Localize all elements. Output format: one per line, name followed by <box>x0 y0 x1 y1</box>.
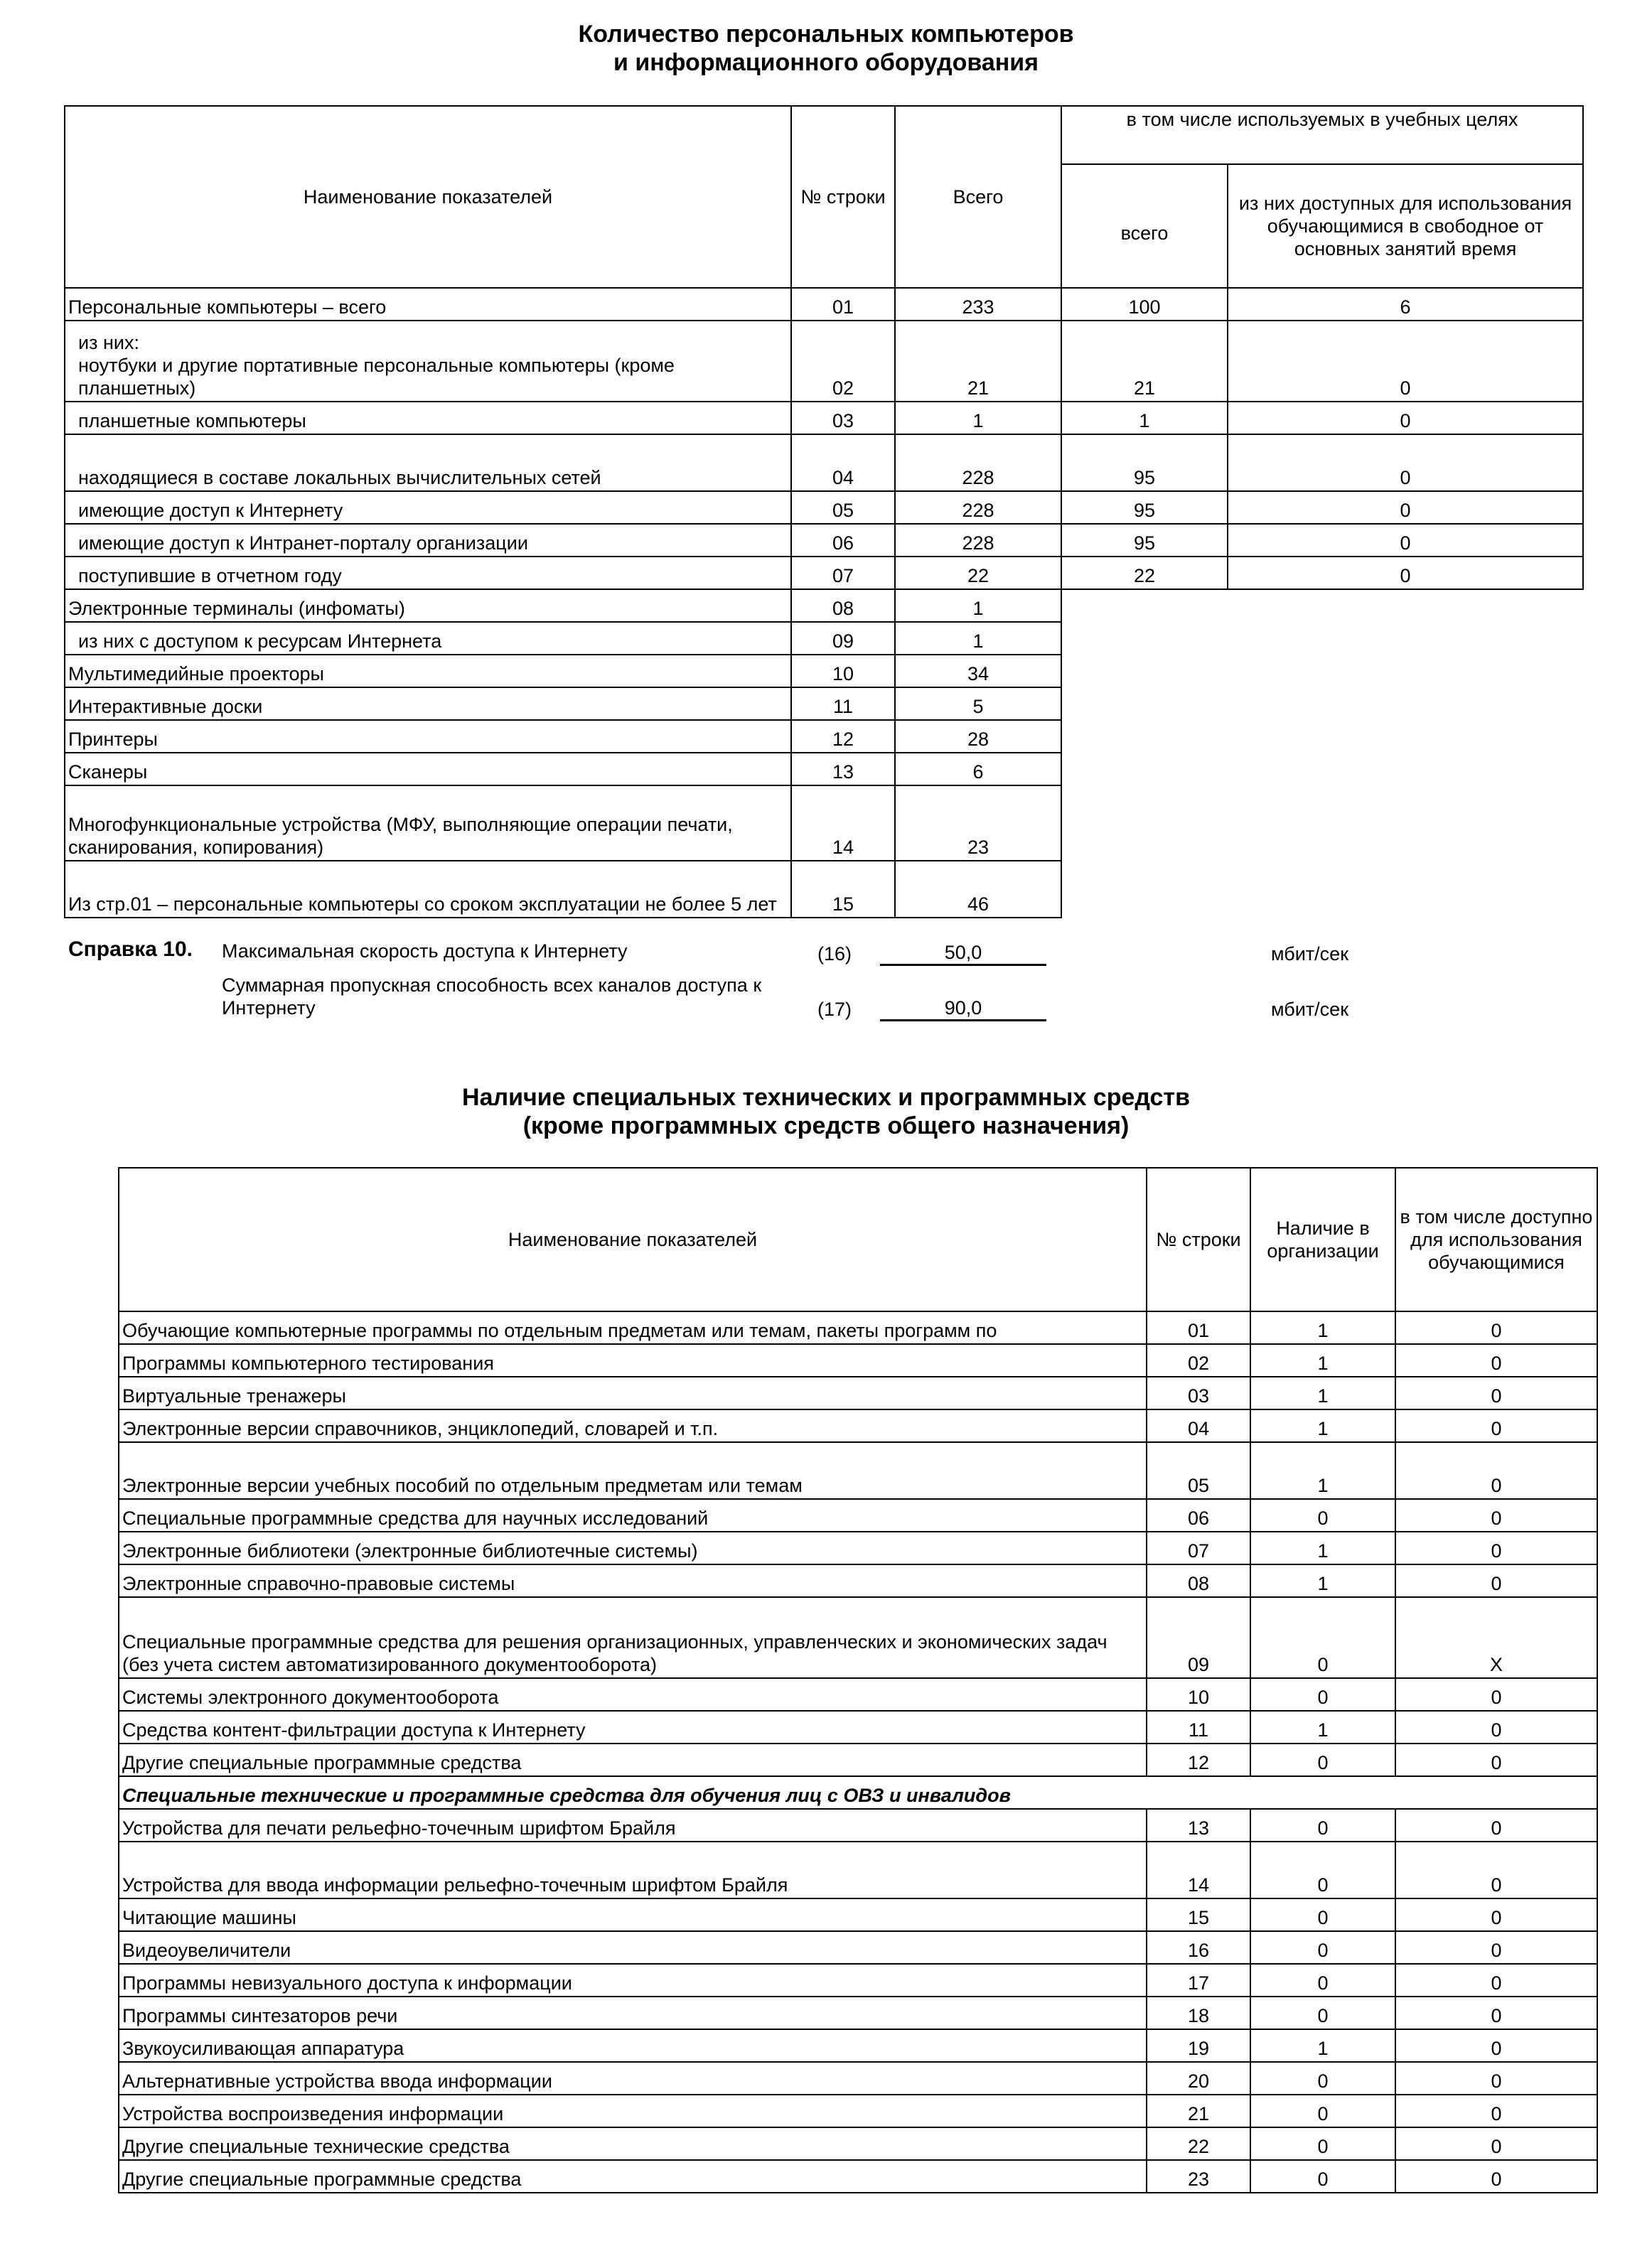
row-edu-total: 100 <box>1061 288 1228 321</box>
table-row <box>119 2029 1597 2062</box>
row-name: имеющие доступ к Интернету <box>65 491 791 524</box>
table-row <box>119 1344 1597 1377</box>
row-has: 0 <box>1250 1842 1395 1898</box>
row-total: 34 <box>895 655 1061 687</box>
row-name: находящиеся в составе локальных вычислительных сетей <box>65 434 791 491</box>
row-avail: 0 <box>1395 1711 1597 1744</box>
row-has: 0 <box>1250 1997 1395 2029</box>
software-table <box>118 1167 1598 2193</box>
row-total: 46 <box>895 861 1061 918</box>
row-number: 21 <box>1147 2095 1250 2127</box>
row-has: 0 <box>1250 1678 1395 1711</box>
note10-line1-text: Максимальная скорость доступа к Интернету <box>222 940 628 962</box>
row-name: Системы электронного документооборота <box>119 1678 1147 1711</box>
row-edu-free: 0 <box>1228 524 1583 557</box>
row-avail: 0 <box>1395 1842 1597 1898</box>
note10-line2-unit: мбит/сек <box>1271 999 1349 1020</box>
table-row <box>119 2062 1597 2095</box>
row-empty-cell <box>1228 720 1583 753</box>
table-row <box>65 655 1583 687</box>
row-number: 01 <box>791 288 895 321</box>
row-number: 06 <box>1147 1499 1250 1532</box>
row-edu-free: 6 <box>1228 288 1583 321</box>
row-edu-free: 0 <box>1228 557 1583 589</box>
row-total: 228 <box>895 434 1061 491</box>
row-name: Другие специальные программные средства <box>119 2160 1147 2193</box>
row-avail: 0 <box>1395 2095 1597 2127</box>
row-empty-cell <box>1228 687 1583 720</box>
section2-title-line1: Наличие специальных технических и программных средств <box>462 1084 1190 1111</box>
row-name: Звукоусиливающая аппаратура <box>119 2029 1147 2062</box>
row-number: 02 <box>791 321 895 402</box>
table-row <box>65 753 1583 785</box>
table-row <box>65 491 1583 524</box>
row-number: 13 <box>791 753 895 785</box>
subsection-title: Специальные технические и программные средства для обучения лиц с ОВЗ и инвалидов <box>119 1776 1597 1809</box>
table-row <box>65 557 1583 589</box>
row-number: 07 <box>1147 1532 1250 1564</box>
row-total: 22 <box>895 557 1061 589</box>
table-row <box>65 622 1583 655</box>
row-name: Читающие машины <box>119 1898 1147 1931</box>
row-edu-free: 0 <box>1228 434 1583 491</box>
row-number: 23 <box>1147 2160 1250 2193</box>
row-number: 18 <box>1147 1997 1250 2029</box>
row-has: 1 <box>1250 2029 1395 2062</box>
row-avail: 0 <box>1395 1997 1597 2029</box>
row-number: 14 <box>791 785 895 861</box>
row-name: Другие специальные технические средства <box>119 2127 1147 2160</box>
row-name: Программы синтезаторов речи <box>119 1997 1147 2029</box>
table-row <box>65 785 1583 861</box>
note10-line2-code: (17) <box>817 999 852 1020</box>
row-name: Видеоувеличители <box>119 1931 1147 1964</box>
row-name: из них: ноутбуки и другие портативные персональные компьютеры (кроме планшетных) <box>65 321 791 402</box>
table-row <box>119 1931 1597 1964</box>
row-has: 1 <box>1250 1377 1395 1409</box>
row-number: 08 <box>1147 1564 1250 1597</box>
row-name: Интерактивные доски <box>65 687 791 720</box>
row-total: 1 <box>895 402 1061 434</box>
table-row <box>119 1964 1597 1997</box>
row-total: 1 <box>895 589 1061 622</box>
row-has: 0 <box>1250 1499 1395 1532</box>
table-row <box>119 1678 1597 1711</box>
table-row <box>65 434 1583 491</box>
row-avail: 0 <box>1395 2160 1597 2193</box>
row-has: 1 <box>1250 1564 1395 1597</box>
table-row <box>65 321 1583 402</box>
row-name: поступившие в отчетном году <box>65 557 791 589</box>
row-has: 1 <box>1250 1532 1395 1564</box>
row-total: 5 <box>895 687 1061 720</box>
row-total: 23 <box>895 785 1061 861</box>
row-number: 08 <box>791 589 895 622</box>
table-row <box>119 1898 1597 1931</box>
note10-line1-value: 50,0 <box>880 941 1046 966</box>
row-empty-cell <box>1228 655 1583 687</box>
header-total: Всего <box>895 106 1061 288</box>
header2-has: Наличие в организации <box>1250 1168 1395 1311</box>
table-row <box>119 2160 1597 2193</box>
row-number: 20 <box>1147 2062 1250 2095</box>
row-empty-cell <box>1061 753 1228 785</box>
row-name: Электронные версии справочников, энциклопедий, словарей и т.п. <box>119 1409 1147 1442</box>
table-row <box>119 1997 1597 2029</box>
row-has: 0 <box>1250 2062 1395 2095</box>
row-number: 15 <box>791 861 895 918</box>
row-name: Многофункциональные устройства (МФУ, выполняющие операции печати, сканирования, копирования) <box>65 785 791 861</box>
row-name: Электронные терминалы (инфоматы) <box>65 589 791 622</box>
row-number: 07 <box>791 557 895 589</box>
row-avail: 0 <box>1395 1499 1597 1532</box>
row-edu-total: 95 <box>1061 434 1228 491</box>
row-name: имеющие доступ к Интранет-порталу организации <box>65 524 791 557</box>
row-empty-cell <box>1061 589 1228 622</box>
note10-line2-value: 90,0 <box>880 996 1046 1021</box>
section1-title <box>0 20 1652 77</box>
row-number: 06 <box>791 524 895 557</box>
row-has: 0 <box>1250 1898 1395 1931</box>
row-edu-total: 95 <box>1061 524 1228 557</box>
row-number: 12 <box>791 720 895 753</box>
section2-title-line2: (кроме программных средств общего назначения) <box>522 1112 1130 1139</box>
row-avail: 0 <box>1395 1409 1597 1442</box>
section1-title-line2: и информационного оборудования <box>613 49 1039 76</box>
row-empty-cell <box>1228 861 1583 918</box>
row-empty-cell <box>1228 785 1583 861</box>
header-edu-group: в том числе используемых в учебных целях <box>1061 106 1583 164</box>
row-has: 0 <box>1250 1964 1395 1997</box>
row-name: Из стр.01 – персональные компьютеры со сроком эксплуатации не более 5 лет <box>65 861 791 918</box>
row-name: Мультимедийные проекторы <box>65 655 791 687</box>
header2-avail: в том числе доступно для использования обучающимися <box>1395 1168 1597 1311</box>
row-number: 09 <box>791 622 895 655</box>
row-name: Виртуальные тренажеры <box>119 1377 1147 1409</box>
row-number: 13 <box>1147 1809 1250 1842</box>
row-number: 14 <box>1147 1842 1250 1898</box>
row-empty-cell <box>1061 622 1228 655</box>
row-number: 12 <box>1147 1744 1250 1776</box>
note10-label: Справка 10. <box>68 938 193 961</box>
row-avail: 0 <box>1395 1898 1597 1931</box>
note10-line1-unit: мбит/сек <box>1271 943 1349 965</box>
row-avail: 0 <box>1395 1377 1597 1409</box>
header-rownum: № строки <box>791 106 895 288</box>
table-row <box>65 524 1583 557</box>
row-total: 228 <box>895 524 1061 557</box>
table-row <box>119 1499 1597 1532</box>
row-empty-cell <box>1061 655 1228 687</box>
row-empty-cell <box>1061 861 1228 918</box>
header-edu-free: из них доступных для использования обучающимися в свободное от основных занятий время <box>1228 164 1583 288</box>
row-name: Специальные программные средства для решения организационных, управленческих и экономических задач (без учета систем автоматизированного документооборота) <box>119 1597 1147 1678</box>
row-total: 6 <box>895 753 1061 785</box>
row-avail: 0 <box>1395 1964 1597 1997</box>
row-edu-free: 0 <box>1228 402 1583 434</box>
row-has: 0 <box>1250 1597 1395 1678</box>
table-row <box>119 1809 1597 1842</box>
row-name: Обучающие компьютерные программы по отдельным предметам или темам, пакеты программ по <box>119 1311 1147 1344</box>
row-name: Устройства для ввода информации рельефно-точечным шрифтом Брайля <box>119 1842 1147 1898</box>
row-total: 28 <box>895 720 1061 753</box>
table-row <box>119 1564 1597 1597</box>
row-avail: 0 <box>1395 1344 1597 1377</box>
row-name: планшетные компьютеры <box>65 402 791 434</box>
row-has: 1 <box>1250 1442 1395 1499</box>
row-empty-cell <box>1061 720 1228 753</box>
row-empty-cell <box>1228 589 1583 622</box>
row-name: Электронные версии учебных пособий по отдельным предметам или темам <box>119 1442 1147 1499</box>
row-edu-free: 0 <box>1228 321 1583 402</box>
row-name: Средства контент-фильтрации доступа к Интернету <box>119 1711 1147 1744</box>
row-name: Принтеры <box>65 720 791 753</box>
row-avail: 0 <box>1395 1744 1597 1776</box>
row-number: 11 <box>1147 1711 1250 1744</box>
row-number: 15 <box>1147 1898 1250 1931</box>
row-number: 10 <box>791 655 895 687</box>
row-avail: 0 <box>1395 2029 1597 2062</box>
row-total: 228 <box>895 491 1061 524</box>
row-name: Сканеры <box>65 753 791 785</box>
row-number: 01 <box>1147 1311 1250 1344</box>
row-number: 09 <box>1147 1597 1250 1678</box>
table-row <box>119 1597 1597 1678</box>
table-row <box>119 1377 1597 1409</box>
row-name: Персональные компьютеры – всего <box>65 288 791 321</box>
row-number: 03 <box>791 402 895 434</box>
table-row <box>65 402 1583 434</box>
row-avail: 0 <box>1395 1931 1597 1964</box>
row-empty-cell <box>1228 622 1583 655</box>
header2-rownum: № строки <box>1147 1168 1250 1311</box>
table-row <box>119 1442 1597 1499</box>
row-avail: 0 <box>1395 1809 1597 1842</box>
row-has: 0 <box>1250 1809 1395 1842</box>
row-avail: 0 <box>1395 2127 1597 2160</box>
row-number: 05 <box>791 491 895 524</box>
table-row <box>119 1409 1597 1442</box>
row-total: 1 <box>895 622 1061 655</box>
row-edu-total: 95 <box>1061 491 1228 524</box>
table-row <box>119 1711 1597 1744</box>
row-has: 1 <box>1250 1711 1395 1744</box>
row-avail: 0 <box>1395 1564 1597 1597</box>
row-number: 17 <box>1147 1964 1250 1997</box>
row-name: из них с доступом к ресурсам Интернета <box>65 622 791 655</box>
table-row <box>119 1842 1597 1898</box>
table-row <box>119 1744 1597 1776</box>
table-row <box>65 687 1583 720</box>
row-number: 02 <box>1147 1344 1250 1377</box>
row-has: 0 <box>1250 2127 1395 2160</box>
row-number: 22 <box>1147 2127 1250 2160</box>
table-row <box>119 1532 1597 1564</box>
row-has: 0 <box>1250 2095 1395 2127</box>
row-number: 19 <box>1147 2029 1250 2062</box>
section1-title-line1: Количество персональных компьютеров <box>578 21 1074 48</box>
note10-line1-code: (16) <box>817 943 852 965</box>
row-number: 04 <box>791 434 895 491</box>
row-edu-free: 0 <box>1228 491 1583 524</box>
table-row <box>65 861 1583 918</box>
row-has: 0 <box>1250 1744 1395 1776</box>
row-number: 10 <box>1147 1678 1250 1711</box>
row-has: 1 <box>1250 1311 1395 1344</box>
row-number: 16 <box>1147 1931 1250 1964</box>
row-number: 11 <box>791 687 895 720</box>
row-avail: 0 <box>1395 1678 1597 1711</box>
row-number: 03 <box>1147 1377 1250 1409</box>
computers-table <box>64 105 1584 918</box>
row-edu-total: 1 <box>1061 402 1228 434</box>
header2-name: Наименование показателей <box>119 1168 1147 1311</box>
row-avail: 0 <box>1395 1532 1597 1564</box>
row-name: Устройства для печати рельефно-точечным шрифтом Брайля <box>119 1809 1147 1842</box>
table-row <box>65 589 1583 622</box>
table-row <box>65 288 1583 321</box>
row-edu-total: 22 <box>1061 557 1228 589</box>
row-name: Специальные программные средства для научных исследований <box>119 1499 1147 1532</box>
row-name: Программы компьютерного тестирования <box>119 1344 1147 1377</box>
row-avail: 0 <box>1395 2062 1597 2095</box>
row-has: 1 <box>1250 1409 1395 1442</box>
row-empty-cell <box>1061 785 1228 861</box>
row-name: Альтернативные устройства ввода информации <box>119 2062 1147 2095</box>
row-name: Электронные библиотеки (электронные библиотечные системы) <box>119 1532 1147 1564</box>
row-has: 1 <box>1250 1344 1395 1377</box>
row-avail: X <box>1395 1597 1597 1678</box>
row-has: 0 <box>1250 1931 1395 1964</box>
row-number: 04 <box>1147 1409 1250 1442</box>
header-name: Наименование показателей <box>65 106 791 288</box>
note10-line2-text: Суммарная пропускная способность всех каналов доступа к Интернету <box>222 974 762 1019</box>
row-name: Устройства воспроизведения информации <box>119 2095 1147 2127</box>
row-name: Программы невизуального доступа к информации <box>119 1964 1147 1997</box>
row-edu-total: 21 <box>1061 321 1228 402</box>
table-row <box>65 720 1583 753</box>
row-name: Электронные справочно-правовые системы <box>119 1564 1147 1597</box>
table-row <box>119 2127 1597 2160</box>
row-empty-cell <box>1061 687 1228 720</box>
row-number: 05 <box>1147 1442 1250 1499</box>
header-edu-total: всего <box>1061 164 1228 288</box>
row-empty-cell <box>1228 753 1583 785</box>
row-name: Другие специальные программные средства <box>119 1744 1147 1776</box>
row-avail: 0 <box>1395 1442 1597 1499</box>
table-row <box>119 2095 1597 2127</box>
row-avail: 0 <box>1395 1311 1597 1344</box>
table-row <box>119 1311 1597 1344</box>
section2-title <box>0 1083 1652 1140</box>
row-total: 21 <box>895 321 1061 402</box>
row-has: 0 <box>1250 2160 1395 2193</box>
row-total: 233 <box>895 288 1061 321</box>
subsection-row <box>119 1776 1597 1809</box>
